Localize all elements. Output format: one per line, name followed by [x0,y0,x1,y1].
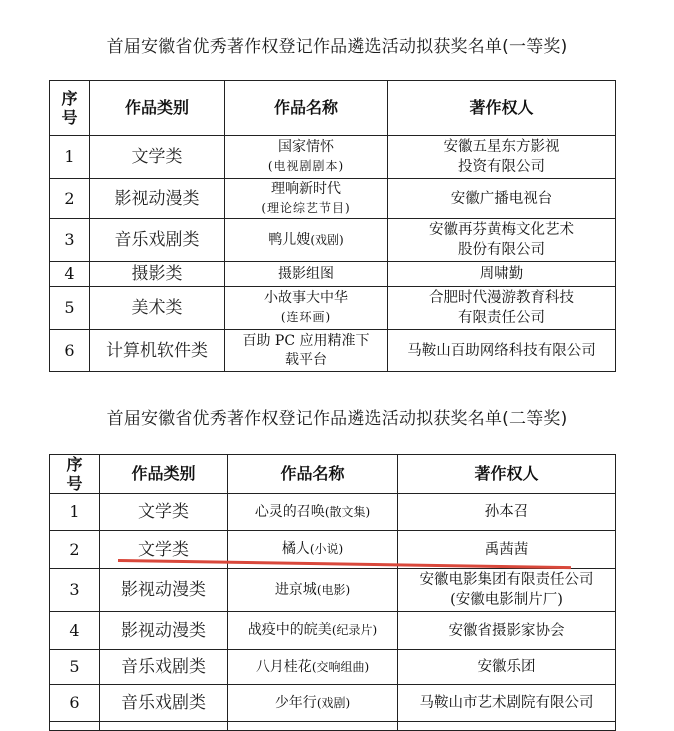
empty-cell [100,722,228,731]
header-num: 序 号 [50,455,100,494]
header-owner: 著作权人 [398,455,616,494]
row-num: 3 [50,219,90,262]
row-category: 音乐戏剧类 [100,650,228,685]
row-work: 摄影组图 [225,262,388,287]
table-row [50,287,616,330]
table-row [50,569,616,612]
table2-title: 首届安徽省优秀著作权登记作品遴选活动拟获奖名单(二等奖) [106,409,568,429]
row-work: 鸭儿嫂(戏剧) [225,219,388,262]
empty-cell [398,722,616,731]
table-row [50,262,616,287]
row-num: 4 [50,262,90,287]
second-prize-table [49,454,616,731]
row-work: 百助 PC 应用精准下 载平台 [225,330,388,372]
row-category: 音乐戏剧类 [100,685,228,722]
header-owner: 著作权人 [388,81,616,136]
table-row [50,650,616,685]
header-category: 作品类别 [90,81,225,136]
row-owner: 安徽广播电视台 [388,179,616,219]
row-owner: 安徽省摄影家协会 [398,612,616,650]
row-num: 2 [50,179,90,219]
table-header-row [50,81,616,136]
row-num: 5 [50,650,100,685]
row-work: 心灵的召唤(散文集) [228,494,398,531]
row-num: 6 [50,330,90,372]
row-work: 少年行(戏剧) [228,685,398,722]
table-row [50,612,616,650]
empty-cell [50,722,100,731]
row-owner: 安徽再芬黄梅文化艺术 股份有限公司 [388,219,616,262]
row-work: 理响新时代 (理论综艺节目) [225,179,388,219]
table-row [50,136,616,179]
table-header-row [50,455,616,494]
row-work: 八月桂花(交响组曲) [228,650,398,685]
row-num: 1 [50,136,90,179]
row-owner: 周啸勤 [388,262,616,287]
row-work: 进京城(电影) [228,569,398,612]
row-num: 6 [50,685,100,722]
row-category: 影视动漫类 [90,179,225,219]
row-work: 小故事大中华 (连环画) [225,287,388,330]
row-category: 美术类 [90,287,225,330]
first-prize-table [49,80,616,372]
table-row [50,179,616,219]
row-owner: 孙本召 [398,494,616,531]
row-category: 计算机软件类 [90,330,225,372]
row-owner: 马鞍山市艺术剧院有限公司 [398,685,616,722]
row-owner: 合肥时代漫游教育科技 有限责任公司 [388,287,616,330]
row-work: 战疫中的皖美(纪录片) [228,612,398,650]
row-owner: 安徽五星东方影视 投资有限公司 [388,136,616,179]
table-row [50,722,616,731]
table-row [50,685,616,722]
empty-cell [228,722,398,731]
row-num: 3 [50,569,100,612]
table-row [50,494,616,531]
row-category: 文学类 [100,531,228,569]
row-owner: 禹茜茜 [398,531,616,569]
table-row [50,330,616,372]
header-work: 作品名称 [228,455,398,494]
header-num: 序 号 [50,81,90,136]
row-num: 2 [50,531,100,569]
row-category: 音乐戏剧类 [90,219,225,262]
row-owner: 安徽乐团 [398,650,616,685]
table1-title: 首届安徽省优秀著作权登记作品遴选活动拟获奖名单(一等奖) [106,37,568,57]
row-owner: 马鞍山百助网络科技有限公司 [388,330,616,372]
row-num: 4 [50,612,100,650]
header-category: 作品类别 [100,455,228,494]
header-work: 作品名称 [225,81,388,136]
row-category: 文学类 [90,136,225,179]
row-category: 影视动漫类 [100,569,228,612]
row-num: 5 [50,287,90,330]
row-category: 影视动漫类 [100,612,228,650]
row-num: 1 [50,494,100,531]
row-work: 国家情怀 (电视剧剧本) [225,136,388,179]
row-owner: 安徽电影集团有限责任公司 (安徽电影制片厂) [398,569,616,612]
row-category: 文学类 [100,494,228,531]
row-work: 橘人(小说) [228,531,398,569]
row-category: 摄影类 [90,262,225,287]
table-row [50,219,616,262]
